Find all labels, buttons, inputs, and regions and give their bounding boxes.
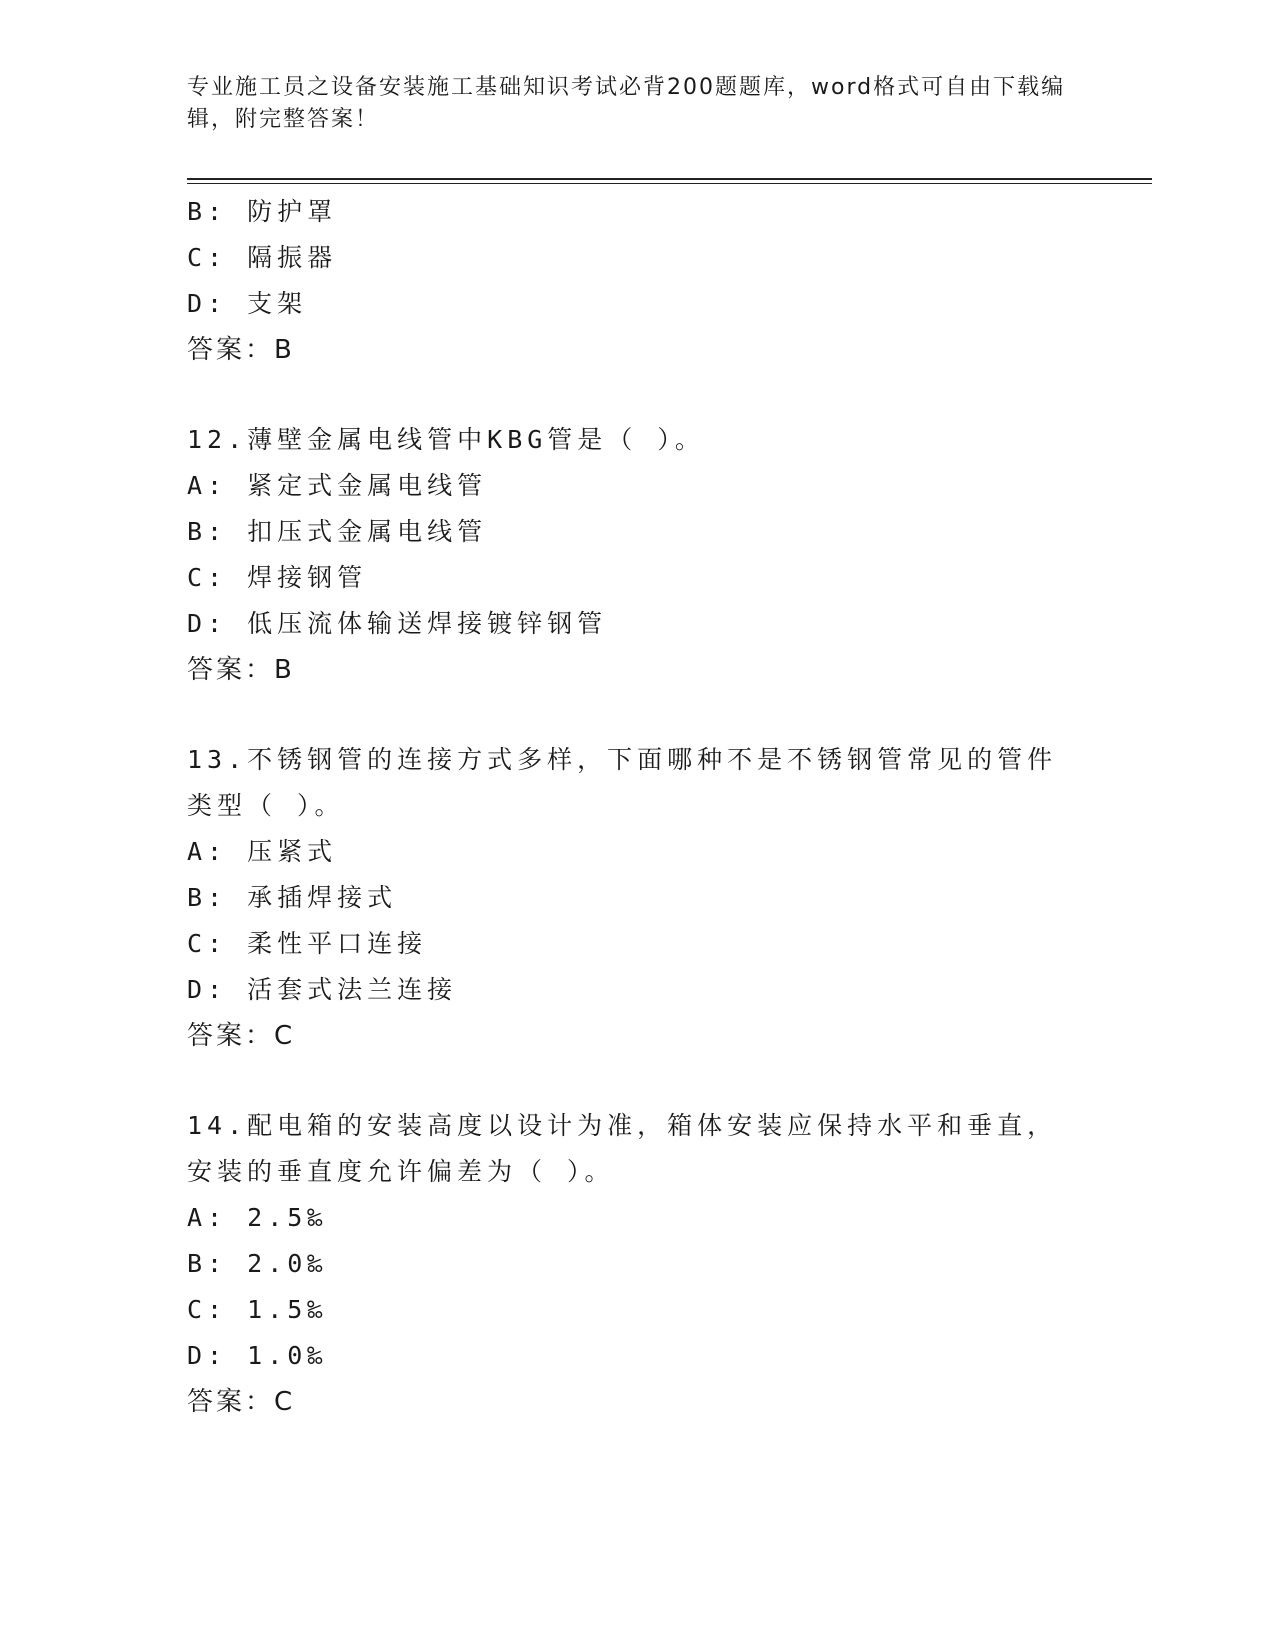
question-12 [187,417,1152,693]
answer-line: 答案：C [187,1021,296,1051]
option-c: C: 1.5‰ [187,1295,328,1324]
question-13 [187,737,1152,1059]
option-d: D: 1.0‰ [187,1341,328,1370]
option-a: A: 紧定式金属电线管 [187,471,488,500]
option-c: C: 隔振器 [187,243,338,272]
option-b: B: 2.0‰ [187,1249,328,1278]
option-b: B: 承插焊接式 [187,883,398,912]
question-stem: 12.薄壁金属电线管中KBG管是（ ）。 [187,425,705,454]
answer-line: 答案：B [187,335,295,365]
answer-line: 答案：B [187,655,295,685]
option-d: D: 活套式法兰连接 [187,975,458,1004]
question-stem: 14.配电箱的安装高度以设计为准，箱体安装应保持水平和垂直，安装的垂直度允许偏差为（ ）。 [187,1111,1058,1186]
document-header-title: 专业施工员之设备安装施工基础知识考试必背200题题库，word格式可自由下载编辑，附完整答案！ [187,75,1066,132]
question-stem: 13.不锈钢管的连接方式多样，下面哪种不是不锈钢管常见的管件类型（ ）。 [187,745,1058,820]
question-14 [187,1103,1152,1425]
question-11-partial [187,189,1152,373]
option-a: A: 压紧式 [187,837,338,866]
option-c: C: 焊接钢管 [187,563,368,592]
option-b: B: 防护罩 [187,197,338,226]
option-a: A: 2.5‰ [187,1203,328,1232]
option-d: D: 支架 [187,289,308,318]
option-c: C: 柔性平口连接 [187,929,428,958]
option-d: D: 低压流体输送焊接镀锌钢管 [187,609,608,638]
option-b: B: 扣压式金属电线管 [187,517,488,546]
answer-line: 答案：C [187,1387,296,1417]
document-page [187,72,1152,1425]
